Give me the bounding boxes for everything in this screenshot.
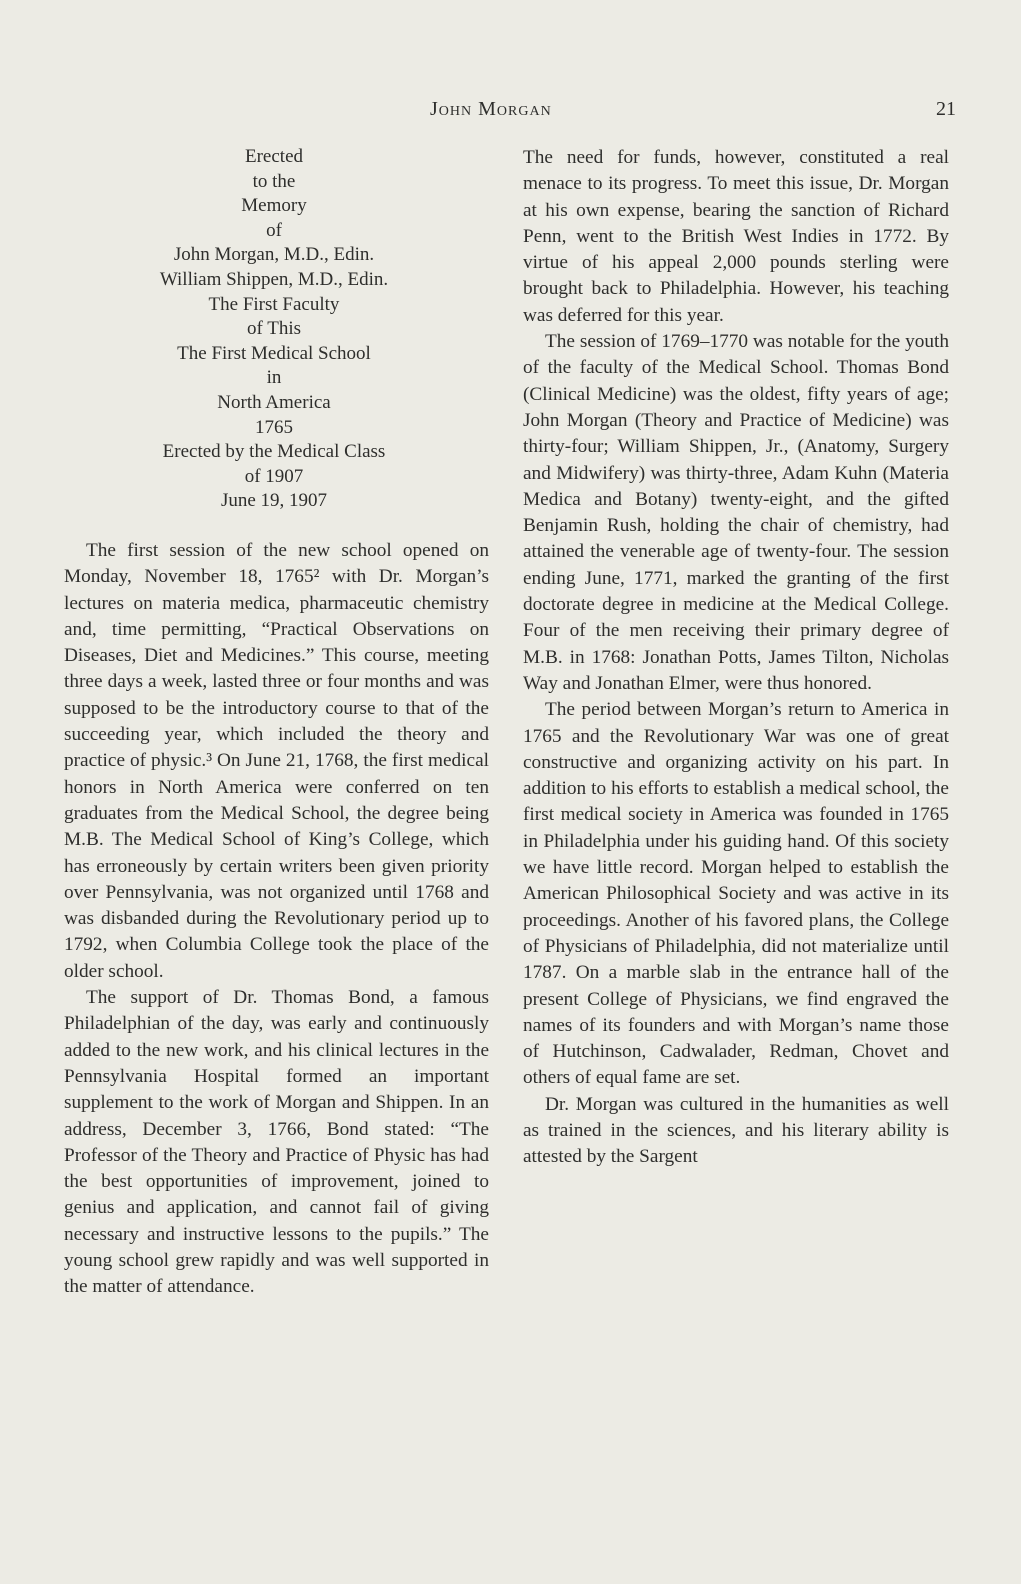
inscription-line: 1765	[255, 416, 293, 438]
inscription-line: of This	[246, 318, 301, 340]
page-number: 21	[936, 98, 956, 120]
inscription-line: of	[266, 219, 282, 241]
paragraph-thomas-bond: The support of Dr. Thomas Bond, a famous Philadelphian of the day, was early and continuously added to the new work, and his clinical lectures in the Pennsylvania Hospital formed an important supplement to the work of Morgan and Shippen. In an address, December 3, 1766, Bond stated: “The Professor of the Theory and Practice of Physic has had the best opportunities of improvement, joined to genius and application, and cannot fail of giving necessary and instructive lessons to the pupils.” The young school grew rapidly and was well supported in the matter of attendance.	[64, 987, 489, 1298]
inscription-line: The First Faculty	[208, 293, 340, 315]
paragraph-first-session: The first session of the new school opened on Monday, November 18, 1765² with Dr. Morgan’s lectures on materia medica, pharmaceutic chemistry and, time permitting, “Practical Observations on Diseases, Diet and Medicines.” This course, meeting three days a week, lasted three or four months and was supposed to be the introductory course to that of the succeeding year, which included the theory and practice of physic.³ On June 21, 1768, the first medical honors in North America were conferred on ten graduates from the Medical School, the degree being M.B. The Medical School of King’s College, which has erroneously by certain writers been given priority over Pennsylvania, was not organized until 1768 and was disbanded during the Revolutionary period up to 1792, when Columbia College took the place of the older school.	[64, 540, 489, 982]
paragraph-constructive-period: The period between Morgan’s return to America in 1765 and the Revolutionary War was one of great constructive and organizing activity on his part. In addition to his efforts to establish a medical school, the first medical society in America was founded in 1765 in Philadelphia under his guiding hand. Of this society we have little record. Morgan helped to establish the American Philosophical Society and was active in its proceedings. Another of his favored plans, the College of Physicians of Philadelphia, did not materialize until 1787. On a marble slab in the entrance hall of the present College of Physicians, we find engraved the names of its founders and with Morgan’s name those of Hutchinson, Cadwalader, Redman, Chovet and others of equal fame are set.	[523, 699, 949, 1089]
inscription-line: John Morgan, M.D., Edin.	[173, 244, 375, 266]
inscription-line: to the	[252, 170, 296, 192]
right-column	[523, 145, 949, 1171]
inscription-line: The First Medical School	[177, 342, 371, 364]
inscription-line: in	[266, 367, 282, 389]
paragraph-funds: The need for funds, however, constituted a real menace to its progress. To meet this issue, Dr. Morgan at his own expense, bearing the sanction of Richard Penn, went to the British West Indies in 1772. By virtue of his appeal 2,000 pounds sterling were brought back to Philadelphia. However, his teaching was deferred for this year.	[523, 147, 949, 326]
inscription-line: North America	[217, 391, 331, 413]
inscription-line: Erected	[244, 146, 303, 167]
memorial-inscription	[64, 145, 484, 514]
running-title: John Morgan	[430, 98, 552, 120]
inscription-line: William Shippen, M.D., Edin.	[159, 268, 389, 290]
paragraph-session-1769: The session of 1769–1770 was notable for the youth of the faculty of the Medical School. Thomas Bond (Clinical Medicine) was the oldest, fifty years of age; John Morgan (Theory and Practice of Medicine) was thirty-four; William Shippen, Jr., (Anatomy, Surgery and Midwifery) was thirty-three, Adam Kuhn (Materia Medica and Botany) twenty-eight, and the gifted Benjamin Rush, holding the chair of chemistry, had attained the venerable age of twenty-four. The session ending June, 1771, marked the granting of the first doctorate degree in medicine at the Medical College. Four of the men receiving their primary degree of M.B. in 1768: Jonathan Potts, James Tilton, Nicholas Way and Jonathan Elmer, were thus honored.	[523, 331, 949, 694]
inscription-line: Erected by the Medical Class	[162, 441, 386, 463]
inscription-line: June 19, 1907	[220, 490, 328, 512]
paragraph-humanities: Dr. Morgan was cultured in the humanities as well as trained in the sciences, and his literary ability is attested by the Sargent	[523, 1093, 949, 1168]
inscription-line: of 1907	[244, 465, 304, 487]
left-column	[64, 538, 489, 1301]
inscription-line: Memory	[241, 195, 307, 217]
running-header	[0, 98, 1021, 130]
